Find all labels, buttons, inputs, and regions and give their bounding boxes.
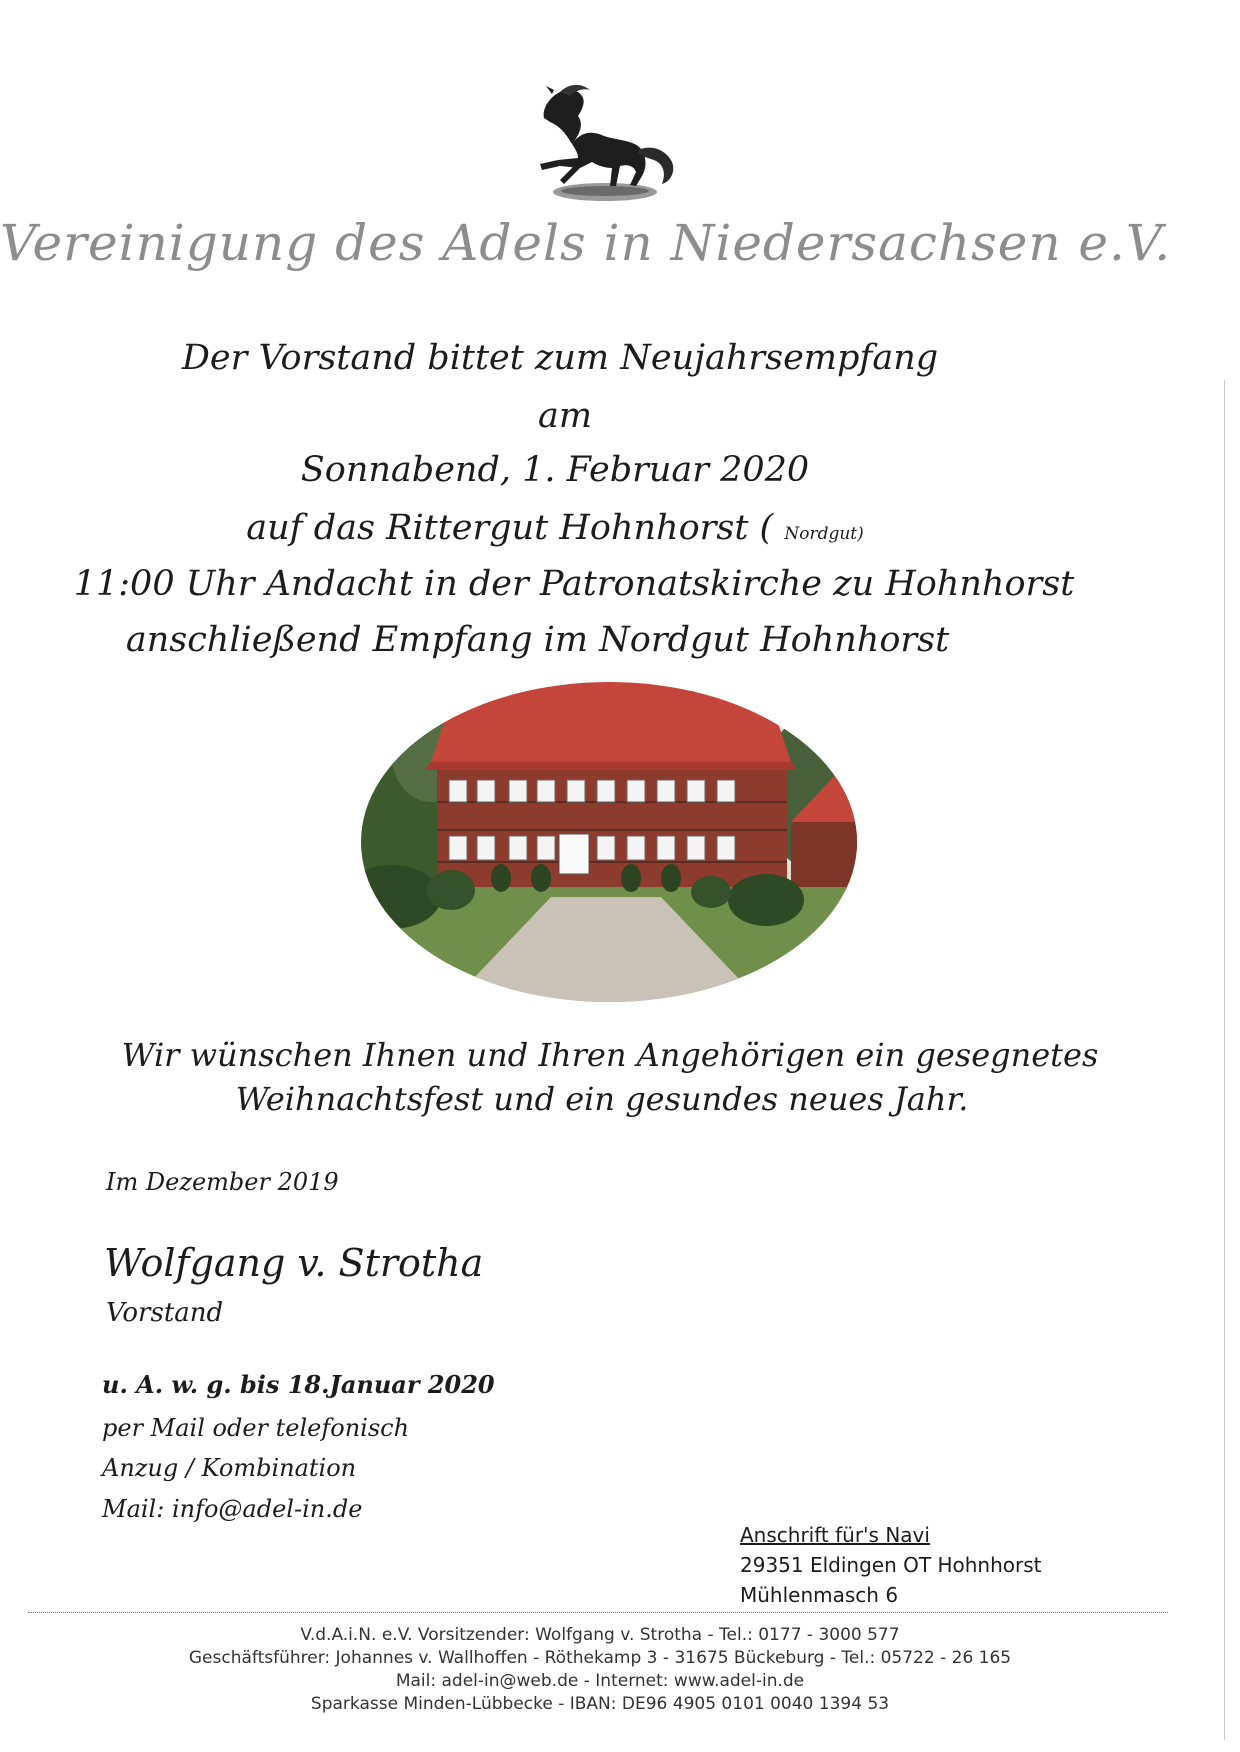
invitation-am: am (537, 396, 593, 436)
greeting-line-1: Wir wünschen Ihnen und Ihren Angehörigen ein gesegnetes (121, 1036, 1099, 1074)
rsvp-mail: Mail: info@adel-in.de (102, 1495, 363, 1523)
letter-date: Im Dezember 2019 (106, 1168, 339, 1196)
venue-note-close: ) (857, 524, 864, 544)
signer-role: Vorstand (106, 1298, 224, 1328)
rsvp-deadline: u. A. w. g. bis 18.Januar 2020 (102, 1370, 495, 1399)
invitation-heading: Der Vorstand bittet zum Neujahrsempfang (181, 338, 939, 378)
navi-address-line-1: 29351 Eldingen OT Hohnhorst (740, 1553, 1042, 1577)
footer-chair: V.d.A.i.N. e.V. Vorsitzender: Wolfgang v. Strotha - Tel.: 0177 - 3000 577 (300, 1625, 900, 1645)
manor-house-photo (361, 682, 857, 1002)
rsvp-method: per Mail oder telefonisch (102, 1414, 410, 1442)
invitation-reception: anschließend Empfang im Nordgut Hohnhorst (125, 620, 950, 660)
footer-divider (28, 1612, 1168, 1613)
footer-contact: Mail: adel-in@web.de - Internet: www.adel-in.de (395, 1671, 805, 1691)
organization-name: Vereinigung des Adels in Niedersachsen e.V. (0, 214, 1172, 272)
invitation-venue (0, 508, 1110, 548)
navi-title: Anschrift für's Navi (740, 1523, 930, 1547)
greeting-line-2: Weihnachtsfest und ein gesundes neues Jahr. (235, 1080, 969, 1118)
invitation-service: 11:00 Uhr Andacht in der Patronatskirche zu Hohnhorst (73, 564, 1075, 604)
scan-edge-line (1224, 380, 1225, 1740)
venue-note: Nordgut (784, 524, 858, 544)
footer-bank: Sparkasse Minden-Lübbecke - IBAN: DE96 4905 0101 0040 1394 53 (310, 1694, 890, 1714)
navi-address-line-2: Mühlenmasch 6 (740, 1583, 899, 1607)
venue-text: auf das Rittergut Hohnhorst ( (246, 508, 774, 548)
horse-logo-icon (520, 74, 690, 210)
signer-name: Wolfgang v. Strotha (104, 1241, 484, 1285)
footer-manager: Geschäftsführer: Johannes v. Wallhoffen - Röthekamp 3 - 31675 Bückeburg - Tel.: 05722 - 26 165 (188, 1648, 1012, 1668)
invitation-date: Sonnabend, 1. Februar 2020 (300, 450, 810, 490)
dress-code: Anzug / Kombination (102, 1454, 357, 1482)
